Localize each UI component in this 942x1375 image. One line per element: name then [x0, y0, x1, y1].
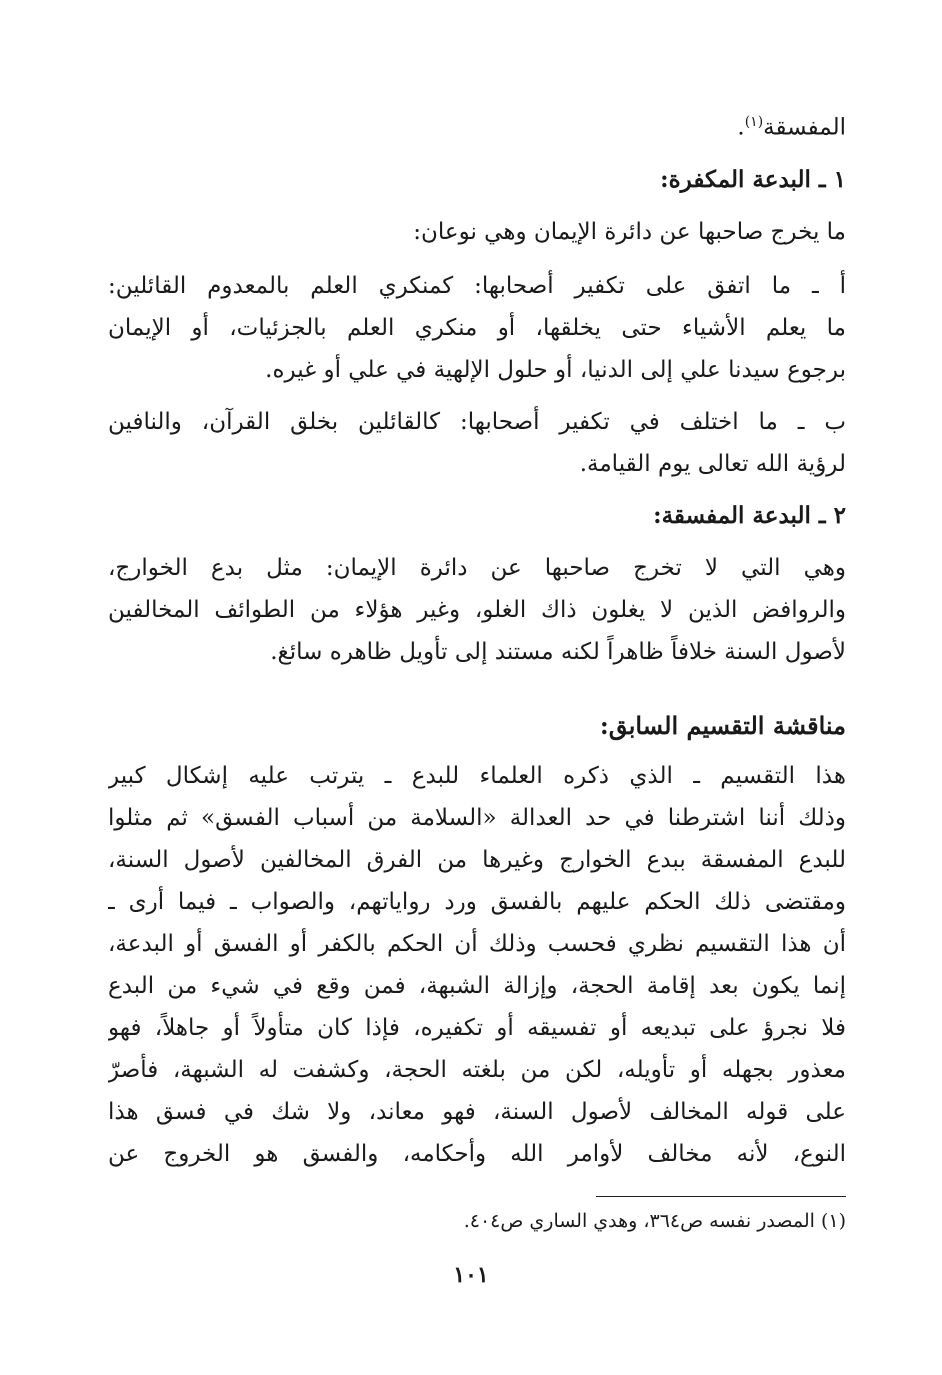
heading-sinful-innovation: ٢ ـ البدعة المفسقة:: [653, 502, 846, 529]
page-number: ١٠١: [453, 1262, 489, 1288]
line-23: النوع، لأنه مخالف لأوامر الله وأحكامه، والفسق هو الخروج عن: [108, 1141, 846, 1167]
line-11: والروافض الذين لا يغلون ذاك الغلو، وغير هؤلاء من الطوائف المخالفين: [108, 597, 846, 623]
line-15: وذلك أننا اشترطنا في حد العدالة «السلامة من أسباب الفسق» ثم مثلوا: [108, 805, 846, 831]
line-5: ما يعلم الأشياء حتى يخلقها، أو منكري العلم بالجزئيات، أو الإيمان: [108, 315, 846, 341]
line-22: على قوله المخالف لأصول السنة، فهو معاند، ولا شك في فسق هذا: [108, 1099, 846, 1125]
line-18: أن هذا التقسيم نظري فحسب وذلك أن الحكم بالكفر أو الفسق أو البدعة،: [108, 931, 846, 957]
section-heading: مناقشة التقسيم السابق:: [599, 711, 846, 740]
line-6: برجوع سيدنا علي إلى الدنيا، أو حلول الإلهية في علي أو غيره.: [265, 357, 846, 383]
line-1-text: المفسقة: [763, 114, 846, 141]
footnote: (١) المصدر نفسه ص٣٦٤، وهدي الساري ص٤٠٤.: [463, 1210, 846, 1232]
line-4: أ ـ ما اتفق على تكفير أصحابها: كمنكري العلم بالمعدوم القائلين:: [108, 273, 846, 299]
heading-infidel-innovation: ١ ـ البدعة المكفرة:: [660, 166, 846, 193]
line-1-tail: .: [737, 114, 745, 141]
line-8: لرؤية الله تعالى يوم القيامة.: [579, 451, 846, 477]
line-16: للبدع المفسقة ببدع الخوارج وغيرها من الفرق المخالفين لأصول السنة،: [108, 847, 846, 873]
line-12: لأصول السنة خلافاً ظاهراً لكنه مستند إلى تأويل ظاهره سائغ.: [270, 639, 846, 665]
footnote-marker: (١): [744, 114, 764, 130]
line-10: وهي التي لا تخرج صاحبها عن دائرة الإيمان: مثل بدع الخوارج،: [108, 555, 846, 581]
footnote-divider: [596, 1196, 846, 1197]
line-3: ما يخرج صاحبها عن دائرة الإيمان وهي نوعان:: [413, 219, 846, 245]
line-21: معذور بجهله أو تأويله، لكن من بلغته الحجة، وكشفت له الشبهة، فأصرّ: [108, 1057, 846, 1083]
line-14: هذا التقسيم ـ الذي ذكره العلماء للبدع ـ يترتب عليه إشكال كبير: [108, 763, 846, 789]
line-1: [108, 102, 846, 142]
line-17: ومقتضى ذلك الحكم عليهم بالفسق ورد رواياتهم، والصواب ـ فيما أرى ـ: [108, 889, 846, 915]
line-7: ب ـ ما اختلف في تكفير أصحابها: كالقائلين بخلق القرآن، والنافين: [108, 409, 846, 435]
line-20: فلا نجرؤ على تبديعه أو تفسيقه أو تكفيره، فإذا كان متأولاً أو جاهلاً، فهو: [108, 1015, 846, 1041]
line-19: إنما يكون بعد إقامة الحجة، وإزالة الشبهة، فمن وقع في شيء من البدع: [108, 973, 846, 999]
